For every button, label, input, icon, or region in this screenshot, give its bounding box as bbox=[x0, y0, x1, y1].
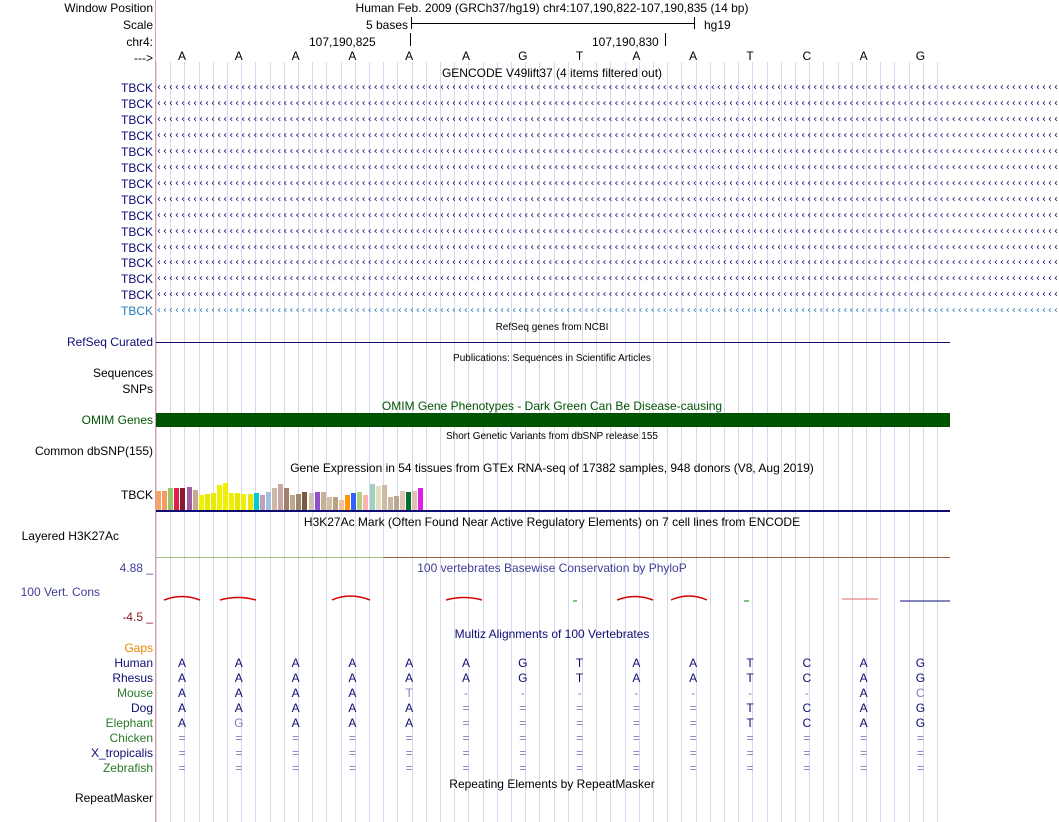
refseq-title: RefSeq genes from NCBI bbox=[495, 322, 609, 333]
alignment-base: A bbox=[234, 701, 243, 715]
base-letter: A bbox=[291, 49, 300, 63]
gene-feature-bar[interactable]: ‹‹‹‹‹‹‹‹‹‹‹‹‹‹‹‹‹‹‹‹‹‹‹‹‹‹‹‹‹‹‹‹‹‹‹‹‹‹‹‹‹‹‹‹‹‹‹‹‹‹‹‹‹‹‹‹‹‹‹‹‹‹‹‹‹‹‹‹‹‹‹‹‹‹‹‹‹‹‹‹‹‹‹‹‹‹‹‹‹‹‹‹‹‹‹‹‹‹‹‹‹‹‹‹‹‹‹‹‹‹‹‹‹‹‹‹‹‹‹‹‹‹‹‹‹‹‹‹‹‹‹‹‹‹‹‹‹‹‹‹‹‹‹‹‹‹‹‹‹‹ bbox=[156, 82, 1059, 93]
gtex-baseline bbox=[156, 510, 950, 512]
grid-line bbox=[823, 62, 824, 822]
scale-text: 5 bases bbox=[365, 18, 408, 32]
base-letter: A bbox=[405, 49, 414, 63]
gene-feature-bar[interactable]: ‹‹‹‹‹‹‹‹‹‹‹‹‹‹‹‹‹‹‹‹‹‹‹‹‹‹‹‹‹‹‹‹‹‹‹‹‹‹‹‹‹‹‹‹‹‹‹‹‹‹‹‹‹‹‹‹‹‹‹‹‹‹‹‹‹‹‹‹‹‹‹‹‹‹‹‹‹‹‹‹‹‹‹‹‹‹‹‹‹‹‹‹‹‹‹‹‹‹‹‹‹‹‹‹‹‹‹‹‹‹‹‹‹‹‹‹‹‹‹‹‹‹‹‹‹‹‹‹‹‹‹‹‹‹‹‹‹‹‹‹‹‹‹‹‹‹‹‹‹‹ bbox=[156, 129, 1059, 141]
gtex-tissue-bar[interactable] bbox=[376, 486, 381, 510]
alignment-base: = bbox=[235, 761, 243, 775]
track-label-column bbox=[0, 0, 155, 822]
gene-feature-bar[interactable]: ‹‹‹‹‹‹‹‹‹‹‹‹‹‹‹‹‹‹‹‹‹‹‹‹‹‹‹‹‹‹‹‹‹‹‹‹‹‹‹‹‹‹‹‹‹‹‹‹‹‹‹‹‹‹‹‹‹‹‹‹‹‹‹‹‹‹‹‹‹‹‹‹‹‹‹‹‹‹‹‹‹‹‹‹‹‹‹‹‹‹‹‹‹‹‹‹‹‹‹‹‹‹‹‹‹‹‹‹‹‹‹‹‹‹‹‹‹‹‹‹‹‹‹‹‹‹‹‹‹‹‹‹‹‹‹‹‹‹‹‹‹‹‹‹‹‹‹‹‹‹ bbox=[156, 113, 1059, 125]
alignment-base: = bbox=[405, 761, 413, 775]
gtex-tissue-bar[interactable] bbox=[235, 493, 240, 510]
grid-line bbox=[397, 62, 398, 822]
grid-line bbox=[227, 62, 228, 822]
grid-line bbox=[937, 62, 938, 822]
alignment-base: A bbox=[348, 716, 357, 730]
gtex-tissue-bar[interactable] bbox=[229, 493, 234, 510]
gtex-tissue-bar[interactable] bbox=[351, 493, 356, 510]
alignment-base: A bbox=[348, 686, 357, 700]
gene-label-tbck[interactable]: TBCK bbox=[120, 112, 153, 127]
alignment-base: = bbox=[576, 746, 584, 760]
gtex-tissue-bar[interactable] bbox=[406, 492, 411, 510]
alignment-base: A bbox=[405, 701, 414, 715]
alignment-base: T bbox=[746, 716, 754, 730]
alignment-base: = bbox=[860, 731, 868, 745]
gene-feature-bar[interactable]: ‹‹‹‹‹‹‹‹‹‹‹‹‹‹‹‹‹‹‹‹‹‹‹‹‹‹‹‹‹‹‹‹‹‹‹‹‹‹‹‹‹‹‹‹‹‹‹‹‹‹‹‹‹‹‹‹‹‹‹‹‹‹‹‹‹‹‹‹‹‹‹‹‹‹‹‹‹‹‹‹‹‹‹‹‹‹‹‹‹‹‹‹‹‹‹‹‹‹‹‹‹‹‹‹‹‹‹‹‹‹‹‹‹‹‹‹‹‹‹‹‹‹‹‹‹‹‹‹‹‹‹‹‹‹‹‹‹‹‹‹‹‹‹‹‹‹‹‹‹‹ bbox=[156, 161, 1059, 173]
alignment-base: = bbox=[576, 701, 584, 715]
alignment-base: = bbox=[576, 716, 584, 730]
gtex-tissue-bar[interactable] bbox=[211, 493, 216, 510]
gtex-tissue-bar[interactable] bbox=[180, 488, 185, 510]
gene-label-tbck[interactable]: TBCK bbox=[120, 256, 153, 271]
h3k27ac-label[interactable]: Layered H3K27Ac bbox=[21, 529, 119, 543]
gene-label-tbck[interactable]: TBCK bbox=[120, 128, 153, 143]
gtex-gene-label[interactable]: TBCK bbox=[120, 488, 153, 502]
grid-line bbox=[326, 62, 327, 822]
gtex-tissue-bar[interactable] bbox=[327, 497, 332, 510]
alignment-base: - bbox=[691, 686, 696, 700]
gene-feature-bar[interactable]: ‹‹‹‹‹‹‹‹‹‹‹‹‹‹‹‹‹‹‹‹‹‹‹‹‹‹‹‹‹‹‹‹‹‹‹‹‹‹‹‹‹‹‹‹‹‹‹‹‹‹‹‹‹‹‹‹‹‹‹‹‹‹‹‹‹‹‹‹‹‹‹‹‹‹‹‹‹‹‹‹‹‹‹‹‹‹‹‹‹‹‹‹‹‹‹‹‹‹‹‹‹‹‹‹‹‹‹‹‹‹‹‹‹‹‹‹‹‹‹‹‹‹‹‹‹‹‹‹‹‹‹‹‹‹‹‹‹‹‹‹‹‹‹‹‹‹‹‹‹‹ bbox=[156, 177, 1059, 189]
alignment-base: A bbox=[291, 671, 300, 685]
grid-line bbox=[156, 62, 157, 822]
alignment-base: A bbox=[461, 671, 471, 685]
omim-label[interactable]: OMIM Genes bbox=[81, 413, 153, 427]
alignment-base: - bbox=[804, 686, 809, 700]
gtex-tissue-bar[interactable] bbox=[315, 492, 320, 510]
species-label[interactable]: Gaps bbox=[124, 641, 153, 655]
alignment-base: A bbox=[859, 716, 868, 730]
grid-line bbox=[383, 62, 384, 822]
grid-line bbox=[909, 62, 910, 822]
alignment-base: A bbox=[291, 686, 300, 700]
base-letter: A bbox=[859, 49, 868, 63]
gene-label-tbck[interactable]: TBCK bbox=[120, 288, 153, 303]
alignment-base: = bbox=[689, 716, 697, 730]
alignment-base: G bbox=[915, 656, 926, 670]
alignment-base: = bbox=[916, 761, 924, 775]
alignment-base: A bbox=[177, 716, 187, 730]
alignment-base: = bbox=[348, 731, 356, 745]
alignment-base: - bbox=[748, 686, 752, 700]
alignment-base: A bbox=[632, 656, 641, 670]
position-title: Human Feb. 2009 (GRCh37/hg19) chr4:107,190,822-107,190,835 (14 bp) bbox=[355, 1, 749, 15]
gtex-tissue-bar[interactable] bbox=[388, 497, 393, 510]
grid-line bbox=[255, 62, 256, 822]
assembly-label: hg19 bbox=[704, 18, 731, 32]
base-letter: A bbox=[689, 49, 698, 63]
alignment-base: A bbox=[177, 686, 187, 700]
alignment-base: A bbox=[348, 656, 357, 670]
alignment-base: = bbox=[462, 761, 470, 775]
grid-line bbox=[781, 62, 782, 822]
alignment-base: G bbox=[518, 671, 528, 685]
gene-label-tbck[interactable]: TBCK bbox=[120, 160, 153, 175]
alignment-base: A bbox=[348, 671, 357, 685]
grid-line bbox=[284, 62, 285, 822]
gtex-tissue-bar[interactable] bbox=[174, 488, 179, 510]
base-letter: C bbox=[802, 49, 812, 63]
snps-label[interactable]: SNPs bbox=[122, 382, 153, 396]
grid-line bbox=[710, 62, 711, 822]
alignment-base: = bbox=[860, 746, 868, 760]
alignment-base: = bbox=[803, 761, 811, 775]
alignment-base: G bbox=[915, 701, 926, 715]
gtex-tissue-bar[interactable] bbox=[248, 494, 253, 510]
gtex-tissue-bar[interactable] bbox=[363, 495, 368, 510]
alignment-base: A bbox=[632, 671, 641, 685]
gtex-tissue-bar[interactable] bbox=[345, 495, 350, 510]
species-label[interactable]: Human bbox=[114, 656, 153, 670]
grid-line bbox=[681, 62, 682, 822]
species-label[interactable]: X_tropicalis bbox=[90, 746, 153, 760]
alignment-base: A bbox=[461, 656, 471, 670]
alignment-base: T bbox=[405, 686, 413, 700]
alignment-base: = bbox=[632, 761, 640, 775]
gene-feature-bar[interactable]: ‹‹‹‹‹‹‹‹‹‹‹‹‹‹‹‹‹‹‹‹‹‹‹‹‹‹‹‹‹‹‹‹‹‹‹‹‹‹‹‹‹‹‹‹‹‹‹‹‹‹‹‹‹‹‹‹‹‹‹‹‹‹‹‹‹‹‹‹‹‹‹‹‹‹‹‹‹‹‹‹‹‹‹‹‹‹‹‹‹‹‹‹‹‹‹‹‹‹‹‹‹‹‹‹‹‹‹‹‹‹‹‹‹‹‹‹‹‹‹‹‹‹‹‹‹‹‹‹‹‹‹‹‹‹‹‹‹‹‹‹‹‹‹‹‹‹‹‹‹‹ bbox=[156, 97, 1059, 109]
grid-line bbox=[667, 62, 668, 822]
gtex-tissue-bar[interactable] bbox=[382, 485, 387, 510]
coord-left: 107,190,825 bbox=[309, 35, 376, 49]
grid-line bbox=[838, 62, 839, 822]
alignment-base: = bbox=[632, 731, 640, 745]
alignment-base: - bbox=[577, 686, 582, 700]
grid-line bbox=[199, 62, 200, 822]
grid-line bbox=[724, 62, 725, 822]
grid-line bbox=[880, 62, 881, 822]
alignment-base: G bbox=[518, 656, 528, 670]
alignment-base: - bbox=[634, 686, 639, 700]
alignment-base: A bbox=[177, 701, 187, 715]
gtex-tissue-bar[interactable] bbox=[296, 494, 301, 510]
window-position-label[interactable]: Window Position bbox=[64, 1, 153, 15]
publications-title: Publications: Sequences in Scientific Articles bbox=[453, 353, 651, 364]
phylop-max-label: 4.88 _ bbox=[119, 561, 153, 575]
alignment-base: = bbox=[916, 746, 924, 760]
gtex-tissue-bar[interactable] bbox=[278, 484, 283, 510]
chrom-label[interactable]: chr4: bbox=[126, 35, 153, 49]
alignment-base: = bbox=[348, 761, 356, 775]
alignment-base: T bbox=[575, 656, 584, 670]
alignment-base: = bbox=[519, 731, 527, 745]
alignment-base: T bbox=[746, 701, 754, 715]
repeatmasker-title: Repeating Elements by RepeatMasker bbox=[449, 777, 655, 791]
alignment-base: A bbox=[291, 701, 300, 715]
scale-label[interactable]: Scale bbox=[122, 18, 153, 32]
alignment-base: A bbox=[291, 656, 300, 670]
species-label[interactable]: Mouse bbox=[116, 686, 153, 700]
alignment-base: = bbox=[292, 746, 300, 760]
cons-label[interactable]: 100 Vert. Cons bbox=[20, 585, 100, 599]
gene-label-tbck[interactable]: TBCK bbox=[120, 81, 153, 95]
alignment-base: A bbox=[405, 716, 414, 730]
alignment-base: A bbox=[859, 656, 868, 670]
alignment-base: - bbox=[464, 686, 468, 700]
base-letter: A bbox=[632, 49, 641, 63]
alignment-base: C bbox=[916, 686, 925, 700]
gtex-tissue-bar[interactable] bbox=[394, 496, 399, 510]
grid-line bbox=[852, 62, 853, 822]
alignment-base: = bbox=[746, 731, 754, 745]
omim-gene-bar[interactable] bbox=[156, 413, 950, 427]
gtex-tissue-bar[interactable] bbox=[284, 488, 289, 510]
alignment-base: = bbox=[519, 746, 527, 760]
alignment-base: A bbox=[405, 656, 414, 670]
grid-line bbox=[440, 62, 441, 822]
grid-line bbox=[795, 62, 796, 822]
alignment-base: T bbox=[746, 671, 754, 685]
gtex-tissue-bar[interactable] bbox=[162, 491, 167, 510]
scale-bar-right bbox=[694, 17, 695, 29]
gene-feature-bar[interactable]: ‹‹‹‹‹‹‹‹‹‹‹‹‹‹‹‹‹‹‹‹‹‹‹‹‹‹‹‹‹‹‹‹‹‹‹‹‹‹‹‹‹‹‹‹‹‹‹‹‹‹‹‹‹‹‹‹‹‹‹‹‹‹‹‹‹‹‹‹‹‹‹‹‹‹‹‹‹‹‹‹‹‹‹‹‹‹‹‹‹‹‹‹‹‹‹‹‹‹‹‹‹‹‹‹‹‹‹‹‹‹‹‹‹‹‹‹‹‹‹‹‹‹‹‹‹‹‹‹‹‹‹‹‹‹‹‹‹‹‹‹‹‹‹‹‹‹‹‹‹‹ bbox=[156, 225, 1059, 237]
alignment-base: A bbox=[859, 701, 868, 715]
gene-label-tbck[interactable]: TBCK bbox=[120, 192, 153, 207]
alignment-base: = bbox=[292, 731, 300, 745]
gtex-tissue-bar[interactable] bbox=[418, 488, 423, 510]
alignment-base: A bbox=[177, 671, 187, 685]
gene-label-tbck[interactable]: TBCK bbox=[120, 240, 153, 255]
gtex-tissue-bar[interactable] bbox=[223, 483, 228, 510]
species-label[interactable]: Chicken bbox=[109, 731, 153, 745]
alignment-base: = bbox=[348, 746, 356, 760]
strand-arrow-label[interactable]: ---> bbox=[134, 51, 153, 65]
gene-label-tbck[interactable]: TBCK bbox=[120, 272, 153, 287]
gene-feature-bar[interactable]: ‹‹‹‹‹‹‹‹‹‹‹‹‹‹‹‹‹‹‹‹‹‹‹‹‹‹‹‹‹‹‹‹‹‹‹‹‹‹‹‹‹‹‹‹‹‹‹‹‹‹‹‹‹‹‹‹‹‹‹‹‹‹‹‹‹‹‹‹‹‹‹‹‹‹‹‹‹‹‹‹‹‹‹‹‹‹‹‹‹‹‹‹‹‹‹‹‹‹‹‹‹‹‹‹‹‹‹‹‹‹‹‹‹‹‹‹‹‹‹‹‹‹‹‹‹‹‹‹‹‹‹‹‹‹‹‹‹‹‹‹‹‹‹‹‹‹‹‹‹‹ bbox=[156, 289, 1059, 301]
alignment-base: A bbox=[689, 671, 698, 685]
alignment-base: = bbox=[632, 716, 640, 730]
alignment-base: = bbox=[178, 731, 186, 745]
species-label[interactable]: Rhesus bbox=[112, 671, 153, 685]
grid-line bbox=[894, 62, 895, 822]
alignment-base: C bbox=[802, 671, 812, 685]
gtex-tissue-bar[interactable] bbox=[321, 492, 326, 510]
phylop-min-label: -4.5 _ bbox=[122, 610, 153, 624]
gtex-tissue-bar[interactable] bbox=[412, 491, 417, 510]
base-letter: G bbox=[518, 49, 528, 63]
alignment-base: C bbox=[802, 656, 812, 670]
alignment-base: G bbox=[915, 716, 926, 730]
gtex-title: Gene Expression in 54 tissues from GTEx RNA-seq of 17382 samples, 948 donors (V8, Aug 2019) bbox=[290, 461, 814, 475]
gene-label-tbck[interactable]: TBCK bbox=[120, 224, 153, 239]
alignment-base: = bbox=[462, 746, 470, 760]
grid-line bbox=[213, 62, 214, 822]
gtex-tissue-bar[interactable] bbox=[357, 492, 362, 510]
alignment-base: G bbox=[234, 716, 244, 730]
coord-right-tick bbox=[665, 33, 666, 46]
gtex-tissue-bar[interactable] bbox=[333, 497, 338, 510]
gtex-tissue-bar[interactable] bbox=[339, 500, 344, 510]
base-letter: A bbox=[177, 49, 187, 63]
gene-feature-bar[interactable]: ‹‹‹‹‹‹‹‹‹‹‹‹‹‹‹‹‹‹‹‹‹‹‹‹‹‹‹‹‹‹‹‹‹‹‹‹‹‹‹‹‹‹‹‹‹‹‹‹‹‹‹‹‹‹‹‹‹‹‹‹‹‹‹‹‹‹‹‹‹‹‹‹‹‹‹‹‹‹‹‹‹‹‹‹‹‹‹‹‹‹‹‹‹‹‹‹‹‹‹‹‹‹‹‹‹‹‹‹‹‹‹‹‹‹‹‹‹‹‹‹‹‹‹‹‹‹‹‹‹‹‹‹‹‹‹‹‹‹‹‹‹‹‹‹‹‹‹‹‹‹ bbox=[156, 241, 1059, 253]
gene-feature-bar[interactable]: ‹‹‹‹‹‹‹‹‹‹‹‹‹‹‹‹‹‹‹‹‹‹‹‹‹‹‹‹‹‹‹‹‹‹‹‹‹‹‹‹‹‹‹‹‹‹‹‹‹‹‹‹‹‹‹‹‹‹‹‹‹‹‹‹‹‹‹‹‹‹‹‹‹‹‹‹‹‹‹‹‹‹‹‹‹‹‹‹‹‹‹‹‹‹‹‹‹‹‹‹‹‹‹‹‹‹‹‹‹‹‹‹‹‹‹‹‹‹‹‹‹‹‹‹‹‹‹‹‹‹‹‹‹‹‹‹‹‹‹‹‹‹‹‹‹‹‹‹‹‹ bbox=[156, 209, 1059, 221]
sequences-label[interactable]: Sequences bbox=[92, 366, 153, 380]
alignment-base: = bbox=[576, 731, 584, 745]
gtex-tissue-bar[interactable] bbox=[400, 491, 405, 510]
coord-right: 107,190,830 bbox=[592, 35, 659, 49]
alignment-base: A bbox=[348, 701, 357, 715]
alignment-base: A bbox=[234, 671, 243, 685]
alignment-base: = bbox=[576, 761, 584, 775]
gene-label-tbck[interactable]: TBCK bbox=[120, 144, 153, 159]
gtex-tissue-bar[interactable] bbox=[193, 490, 198, 510]
gene-feature-bar[interactable]: ‹‹‹‹‹‹‹‹‹‹‹‹‹‹‹‹‹‹‹‹‹‹‹‹‹‹‹‹‹‹‹‹‹‹‹‹‹‹‹‹‹‹‹‹‹‹‹‹‹‹‹‹‹‹‹‹‹‹‹‹‹‹‹‹‹‹‹‹‹‹‹‹‹‹‹‹‹‹‹‹‹‹‹‹‹‹‹‹‹‹‹‹‹‹‹‹‹‹‹‹‹‹‹‹‹‹‹‹‹‹‹‹‹‹‹‹‹‹‹‹‹‹‹‹‹‹‹‹‹‹‹‹‹‹‹‹‹‹‹‹‹‹‹‹‹‹‹‹‹‹ bbox=[156, 257, 1059, 269]
gtex-tissue-bar[interactable] bbox=[187, 487, 192, 510]
gene-label-tbck[interactable]: TBCK bbox=[120, 208, 153, 223]
species-label[interactable]: Elephant bbox=[105, 716, 153, 730]
gtex-tissue-bar[interactable] bbox=[199, 495, 204, 510]
gene-feature-bar[interactable]: ‹‹‹‹‹‹‹‹‹‹‹‹‹‹‹‹‹‹‹‹‹‹‹‹‹‹‹‹‹‹‹‹‹‹‹‹‹‹‹‹‹‹‹‹‹‹‹‹‹‹‹‹‹‹‹‹‹‹‹‹‹‹‹‹‹‹‹‹‹‹‹‹‹‹‹‹‹‹‹‹‹‹‹‹‹‹‹‹‹‹‹‹‹‹‹‹‹‹‹‹‹‹‹‹‹‹‹‹‹‹‹‹‹‹‹‹‹‹‹‹‹‹‹‹‹‹‹‹‹‹‹‹‹‹‹‹‹‹‹‹‹‹‹‹‹‹‹‹‹‹ bbox=[156, 145, 1059, 157]
alignment-base: = bbox=[519, 761, 527, 775]
refseq-gene-line[interactable] bbox=[156, 342, 950, 343]
alignment-base: = bbox=[860, 761, 868, 775]
alignment-base: = bbox=[632, 701, 640, 715]
alignment-base: = bbox=[462, 701, 470, 715]
base-letter: A bbox=[348, 49, 357, 63]
gene-label-tbck[interactable]: TBCK bbox=[120, 304, 153, 319]
alignment-base: A bbox=[689, 656, 698, 670]
base-letter: T bbox=[746, 49, 754, 63]
alignment-base: = bbox=[405, 746, 413, 760]
gtex-tissue-bar[interactable] bbox=[302, 492, 307, 510]
base-letter: A bbox=[461, 49, 471, 63]
gtex-tissue-bar[interactable] bbox=[241, 494, 246, 510]
gtex-tissue-bar[interactable] bbox=[309, 493, 314, 510]
h3k27ac-signal-brown[interactable] bbox=[384, 557, 950, 558]
alignment-base: A bbox=[859, 671, 868, 685]
species-label[interactable]: Dog bbox=[130, 701, 153, 715]
alignment-base: = bbox=[292, 761, 300, 775]
alignment-base: - bbox=[520, 686, 525, 700]
omim-title: OMIM Gene Phenotypes - Dark Green Can Be Disease-causing bbox=[381, 399, 723, 413]
multiz-title: Multiz Alignments of 100 Vertebrates bbox=[454, 627, 650, 641]
gene-label-tbck[interactable]: TBCK bbox=[120, 96, 153, 111]
gtex-tissue-bar[interactable] bbox=[272, 488, 277, 510]
alignment-base: T bbox=[746, 656, 754, 670]
alignment-base: = bbox=[746, 761, 754, 775]
alignment-base: = bbox=[519, 701, 527, 715]
base-letter: G bbox=[915, 49, 926, 63]
base-letter: A bbox=[234, 49, 243, 63]
alignment-base: A bbox=[234, 686, 243, 700]
gene-label-tbck[interactable]: TBCK bbox=[120, 176, 153, 191]
track-image-area[interactable] bbox=[156, 0, 1059, 822]
alignment-base: A bbox=[291, 716, 300, 730]
gtex-tissue-bar[interactable] bbox=[290, 495, 295, 510]
alignment-base: = bbox=[235, 746, 243, 760]
gtex-tissue-bar[interactable] bbox=[254, 493, 259, 510]
gencode-title: GENCODE V49lift37 (4 items filtered out) bbox=[441, 66, 663, 80]
alignment-base: = bbox=[689, 761, 697, 775]
alignment-base: = bbox=[689, 731, 697, 745]
alignment-base: = bbox=[462, 731, 470, 745]
alignment-base: = bbox=[803, 731, 811, 745]
base-letter: T bbox=[575, 49, 584, 63]
dbsnp-label[interactable]: Common dbSNP(155) bbox=[34, 444, 153, 458]
alignment-base: = bbox=[235, 731, 243, 745]
scale-bar bbox=[411, 23, 694, 24]
alignment-base: = bbox=[405, 731, 413, 745]
grid-line bbox=[312, 62, 313, 822]
species-label[interactable]: Zebrafish bbox=[102, 761, 153, 775]
grid-line bbox=[738, 62, 739, 822]
gene-feature-bar[interactable]: ‹‹‹‹‹‹‹‹‹‹‹‹‹‹‹‹‹‹‹‹‹‹‹‹‹‹‹‹‹‹‹‹‹‹‹‹‹‹‹‹‹‹‹‹‹‹‹‹‹‹‹‹‹‹‹‹‹‹‹‹‹‹‹‹‹‹‹‹‹‹‹‹‹‹‹‹‹‹‹‹‹‹‹‹‹‹‹‹‹‹‹‹‹‹‹‹‹‹‹‹‹‹‹‹‹‹‹‹‹‹‹‹‹‹‹‹‹‹‹‹‹‹‹‹‹‹‹‹‹‹‹‹‹‹‹‹‹‹‹‹‹‹‹‹‹‹‹‹‹‹ bbox=[156, 305, 1059, 317]
alignment-base: T bbox=[575, 671, 584, 685]
alignment-base: C bbox=[802, 716, 812, 730]
gtex-tissue-bar[interactable] bbox=[260, 495, 265, 510]
alignment-base: = bbox=[689, 701, 697, 715]
phylop-signal[interactable] bbox=[156, 588, 950, 608]
alignment-base: = bbox=[632, 746, 640, 760]
gtex-tissue-bar[interactable] bbox=[205, 494, 210, 510]
phylop-title: 100 vertebrates Basewise Conservation by PhyloP bbox=[417, 561, 687, 575]
gene-feature-bar[interactable]: ‹‹‹‹‹‹‹‹‹‹‹‹‹‹‹‹‹‹‹‹‹‹‹‹‹‹‹‹‹‹‹‹‹‹‹‹‹‹‹‹‹‹‹‹‹‹‹‹‹‹‹‹‹‹‹‹‹‹‹‹‹‹‹‹‹‹‹‹‹‹‹‹‹‹‹‹‹‹‹‹‹‹‹‹‹‹‹‹‹‹‹‹‹‹‹‹‹‹‹‹‹‹‹‹‹‹‹‹‹‹‹‹‹‹‹‹‹‹‹‹‹‹‹‹‹‹‹‹‹‹‹‹‹‹‹‹‹‹‹‹‹‹‹‹‹‹‹‹‹‹ bbox=[156, 193, 1059, 205]
grid-line bbox=[170, 62, 171, 822]
coord-left-tick bbox=[410, 33, 411, 46]
gtex-tissue-bar[interactable] bbox=[370, 484, 375, 510]
gtex-tissue-bar[interactable] bbox=[156, 491, 161, 510]
refseq-label[interactable]: RefSeq Curated bbox=[66, 335, 153, 349]
alignment-base: = bbox=[178, 761, 186, 775]
grid-line bbox=[369, 62, 370, 822]
grid-line bbox=[767, 62, 768, 822]
alignment-base: = bbox=[746, 746, 754, 760]
alignment-base: = bbox=[803, 746, 811, 760]
alignment-base: = bbox=[178, 746, 186, 760]
alignment-base: A bbox=[177, 656, 187, 670]
gtex-tissue-bar[interactable] bbox=[168, 488, 173, 510]
alignment-base: A bbox=[234, 656, 243, 670]
repeatmasker-label[interactable]: RepeatMasker bbox=[74, 791, 153, 805]
gtex-tissue-bar[interactable] bbox=[266, 492, 271, 510]
gene-feature-bar[interactable]: ‹‹‹‹‹‹‹‹‹‹‹‹‹‹‹‹‹‹‹‹‹‹‹‹‹‹‹‹‹‹‹‹‹‹‹‹‹‹‹‹‹‹‹‹‹‹‹‹‹‹‹‹‹‹‹‹‹‹‹‹‹‹‹‹‹‹‹‹‹‹‹‹‹‹‹‹‹‹‹‹‹‹‹‹‹‹‹‹‹‹‹‹‹‹‹‹‹‹‹‹‹‹‹‹‹‹‹‹‹‹‹‹‹‹‹‹‹‹‹‹‹‹‹‹‹‹‹‹‹‹‹‹‹‹‹‹‹‹‹‹‹‹‹‹‹‹‹‹‹‹ bbox=[156, 273, 1059, 285]
alignment-base: G bbox=[915, 671, 926, 685]
alignment-base: = bbox=[916, 731, 924, 745]
grid-line bbox=[270, 62, 271, 822]
alignment-base: = bbox=[462, 716, 470, 730]
alignment-base: A bbox=[405, 671, 414, 685]
alignment-base: = bbox=[689, 746, 697, 760]
dbsnp-title: Short Genetic Variants from dbSNP release 155 bbox=[446, 431, 658, 442]
h3k27ac-title: H3K27Ac Mark (Often Found Near Active Regulatory Elements) on 7 cell lines from ENCODE bbox=[303, 515, 801, 529]
alignment-base: = bbox=[519, 716, 527, 730]
h3k27ac-signal-green[interactable] bbox=[156, 557, 384, 558]
grid-line bbox=[426, 62, 427, 822]
alignment-base: C bbox=[802, 701, 812, 715]
grid-line bbox=[341, 62, 342, 822]
gtex-tissue-bar[interactable] bbox=[217, 485, 222, 510]
alignment-base: A bbox=[859, 686, 868, 700]
